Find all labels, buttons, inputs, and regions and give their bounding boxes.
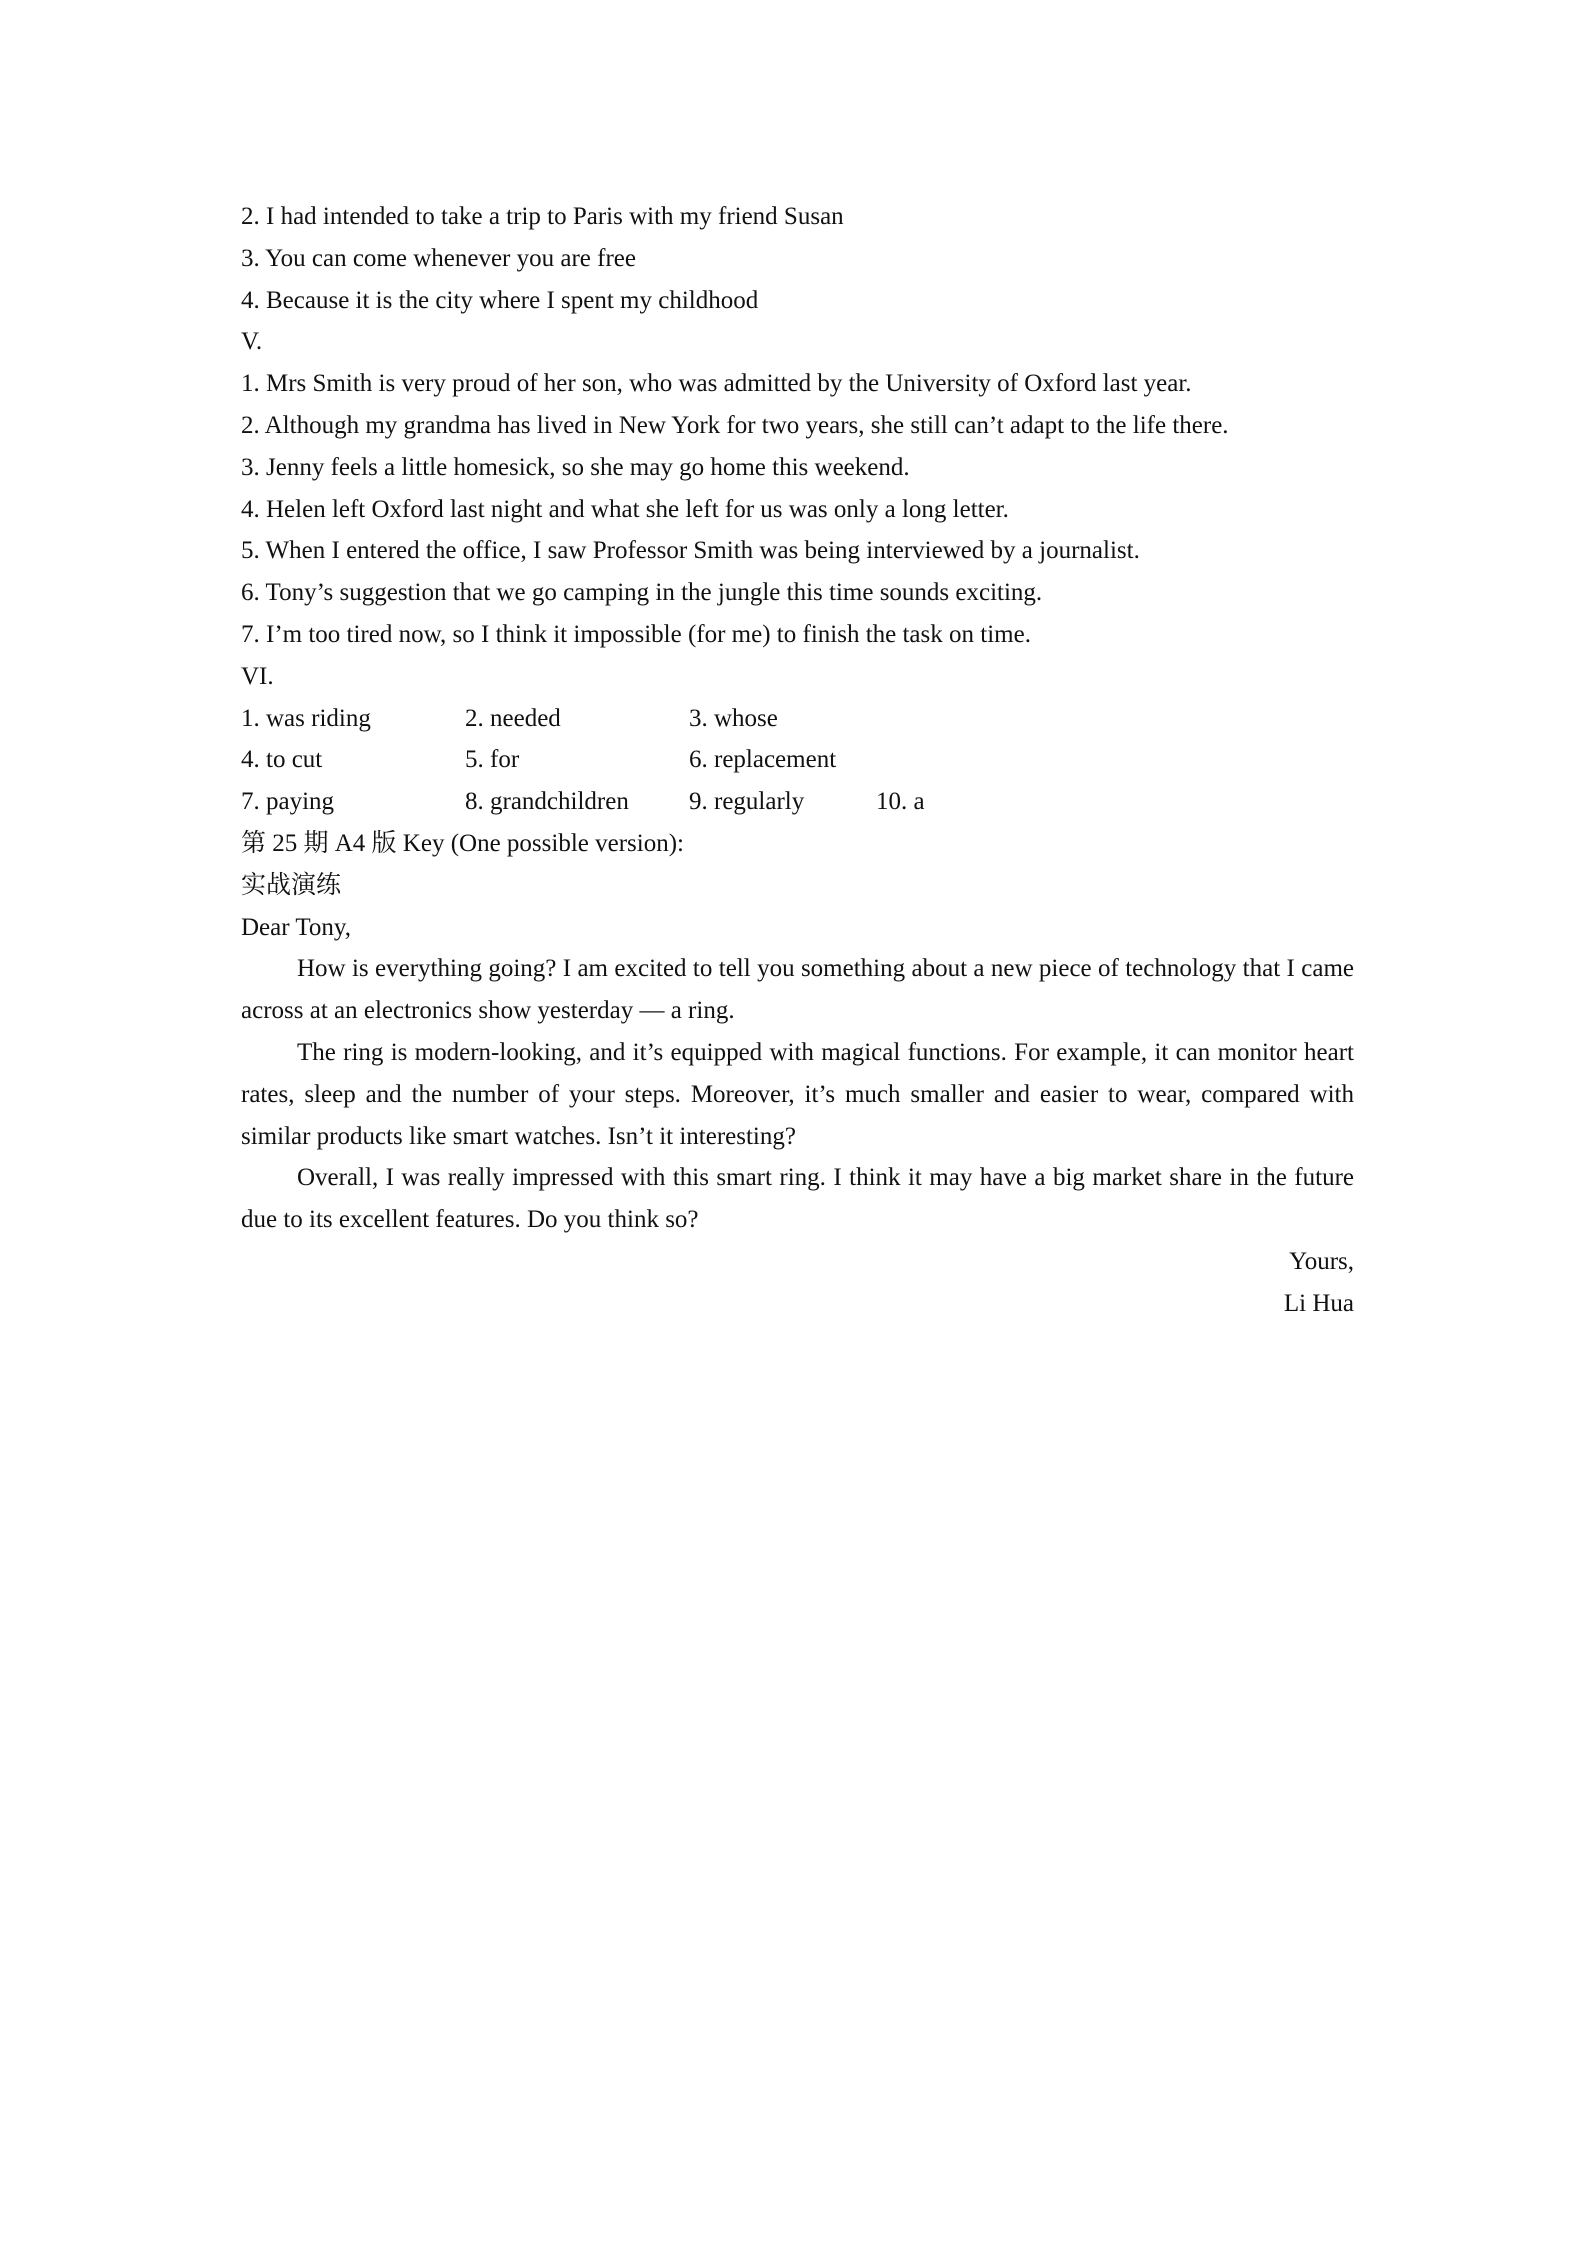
answer-cell: 2. needed	[465, 704, 561, 732]
section-v-heading: V.	[241, 328, 263, 356]
answer-line: 6. Tony’s suggestion that we go camping in the jungle this time sounds exciting.	[241, 579, 1043, 607]
answer-cell: 10. a	[876, 788, 925, 816]
section-vi	[241, 656, 1354, 823]
model-letter	[241, 907, 1354, 1325]
answer-cell	[876, 698, 976, 740]
answer-row	[241, 781, 1354, 823]
answer-row	[241, 698, 1354, 740]
answer-line: 2. Although my grandma has lived in New York for two years, she still can’t adapt to the life there.	[241, 411, 1229, 439]
letter-closing: Yours,	[1289, 1247, 1354, 1275]
answer-cell: 3. whose	[689, 704, 778, 732]
answer-cell: 6. replacement	[689, 746, 837, 774]
practice-heading: 实战演练	[241, 871, 342, 899]
answer-cell: 5. for	[465, 746, 520, 774]
document-page	[241, 196, 1354, 1325]
section-vi-heading: VI.	[241, 662, 274, 690]
answer-line: 7. I’m too tired now, so I think it impossible (for me) to finish the task on time.	[241, 620, 1031, 648]
answer-line: 4. Helen left Oxford last night and what she left for us was only a long letter.	[241, 495, 1009, 523]
letter-paragraph: How is everything going? I am excited to tell you something about a new piece of technology that I came across at an electronics show yesterday — a ring.	[241, 955, 1354, 1025]
answer-line: 5. When I entered the office, I saw Professor Smith was being interviewed by a journalist.	[241, 537, 1140, 565]
section-v	[241, 321, 1354, 655]
section-iv-answers	[241, 196, 1354, 321]
answer-cell: 4. to cut	[241, 746, 323, 774]
answer-line: 2. I had intended to take a trip to Paris with my friend Susan	[241, 203, 844, 230]
letter-signature: Li Hua	[1283, 1289, 1354, 1317]
answer-line: 3. You can come whenever you are free	[241, 244, 636, 272]
answer-cell: 7. paying	[241, 788, 335, 816]
answer-cell: 1. was riding	[241, 704, 371, 732]
answer-cell: 9. regularly	[689, 788, 805, 816]
answer-line: 4. Because it is the city where I spent my childhood	[241, 286, 759, 314]
answer-cell: 8. grandchildren	[465, 788, 629, 816]
answer-cell	[876, 739, 976, 781]
letter-paragraph: Overall, I was really impressed with this smart ring. I think it may have a big market share in the future due to its excellent features. Do you think so?	[241, 1164, 1354, 1234]
answer-row	[241, 739, 1354, 781]
answer-line: 1. Mrs Smith is very proud of her son, who was admitted by the University of Oxford last year.	[241, 370, 1192, 398]
answer-line: 3. Jenny feels a little homesick, so she may go home this weekend.	[241, 453, 910, 481]
letter-salutation: Dear Tony,	[241, 913, 352, 941]
key-heading: 第 25 期 A4 版 Key (One possible version):	[241, 829, 684, 857]
letter-paragraph: The ring is modern-looking, and it’s equipped with magical functions. For example, it can monitor heart rates, sleep and the number of your steps. Moreover, it’s much smaller and easier to wear, compared with similar products like smart watches. Isn’t it interesting?	[241, 1038, 1354, 1150]
